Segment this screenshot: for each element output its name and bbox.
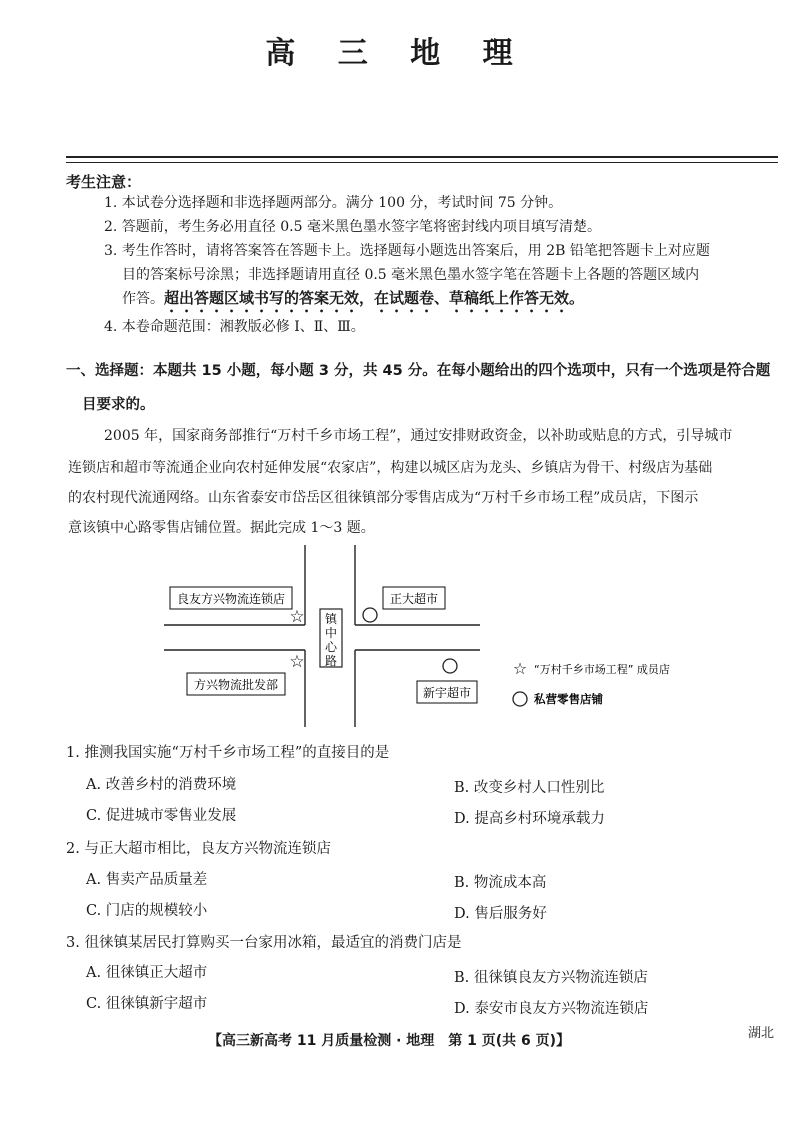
- notice-item-4: 4. 本卷命题范围：湘教版必修 Ⅰ、Ⅱ、Ⅲ。: [104, 319, 365, 335]
- legend-star-icon: ☆: [512, 659, 528, 678]
- question-3-option-b: B. 徂徕镇良友方兴物流连锁店: [454, 970, 648, 986]
- legend-private-label: 私营零售店铺: [534, 692, 603, 706]
- store-zhengda-label: 正大超市: [389, 592, 439, 606]
- question-1-option-c: C. 促进城市零售业发展: [86, 808, 237, 824]
- question-3-option-c: C. 徂徕镇新宇超市: [86, 996, 208, 1012]
- member-store-star-icon: ☆: [289, 607, 305, 627]
- region-label: 湖北: [748, 1026, 775, 1041]
- section-heading-line-1: 一、选择题：本题共 15 小题，每小题 3 分，共 45 分。在每小题给出的四个选项中，只有一个选项是符合题: [66, 363, 771, 379]
- store-liangyou-label: 良友方兴物流连锁店: [176, 592, 286, 606]
- notice-item-2: 2. 答题前，考生务必用直径 0.5 毫米黑色墨水签字笔将密封线内项目填写清楚。: [104, 219, 601, 235]
- store-pifa-label: 方兴物流批发部: [193, 678, 279, 692]
- question-3-option-d: D. 泰安市良友方兴物流连锁店: [454, 1001, 649, 1017]
- legend-member-label: “万村千乡市场工程” 成员店: [534, 663, 670, 676]
- private-store-circle-icon: [443, 659, 457, 673]
- road-label-char-3: 心: [324, 640, 338, 654]
- notice-item-3-line-2: 目的答案标号涂黑；非选择题请用直径 0.5 毫米黑色墨水签字笔在答题卡上各题的答题区域内: [122, 267, 700, 283]
- question-1-stem: 1. 推测我国实施“万村千乡市场工程”的直接目的是: [66, 745, 390, 761]
- road-label-char-2: 中: [324, 626, 338, 640]
- question-2-option-b: B. 物流成本高: [454, 875, 547, 891]
- section-heading-line-2: 目要求的。: [82, 397, 155, 413]
- road-label-char-4: 路: [324, 654, 338, 668]
- question-2-option-d: D. 售后服务好: [454, 906, 547, 922]
- question-1-option-a: A. 改善乡村的消费环境: [86, 777, 237, 793]
- store-xinyu-label: 新宇超市: [422, 686, 472, 700]
- header-rule: [66, 156, 778, 158]
- passage-line-1: 2005 年，国家商务部推行“万村千乡市场工程”，通过安排财政资金，以补助或贴息的方式，引导城市: [104, 428, 733, 444]
- question-3-option-a: A. 徂徕镇正大超市: [86, 965, 208, 981]
- legend-circle-icon: [513, 692, 527, 706]
- notice-item-3-line-1: 3. 考生作答时，请将答案答在答题卡上。选择题每小题选出答案后，用 2B 铅笔把答题卡上对应题: [104, 243, 710, 259]
- street-map: [150, 545, 670, 735]
- notice-item-3-line-3: [122, 288, 584, 316]
- question-2-option-c: C. 门店的规模较小: [86, 903, 208, 919]
- page-footer: 【高三新高考 11 月质量检测 · 地理 第 1 页(共 6 页)】: [208, 1033, 571, 1049]
- passage-line-2: 连锁店和超市等流通企业向农村延伸发展“农家店”，构建以城区店为龙头、乡镇店为骨干、村级店为基础: [68, 460, 713, 476]
- passage-line-4: 意该镇中心路零售店铺位置。据此完成 1～3 题。: [68, 520, 375, 536]
- question-1-option-b: B. 改变乡村人口性别比: [454, 780, 605, 796]
- private-store-circle-icon: [363, 608, 377, 622]
- page-title: 高 三 地 理: [265, 36, 529, 71]
- question-2-option-a: A. 售卖产品质量差: [86, 872, 208, 888]
- question-3-stem: 3. 徂徕镇某居民打算购买一台家用冰箱，最适宜的消费门店是: [66, 935, 462, 951]
- passage-line-3: 的农村现代流通网络。山东省泰安市岱岳区徂徕镇部分零售店成为“万村千乡市场工程”成员店，下图示: [68, 490, 699, 506]
- member-store-star-icon: ☆: [289, 652, 305, 672]
- notice-emphasis: 超出答题区域书写的答案无效，在试题卷、草稿纸上作答无效。: [164, 289, 585, 307]
- notice-item-3-prefix: 作答。: [122, 291, 164, 307]
- road-label-char-1: 镇: [324, 612, 338, 626]
- notice-heading: 考生注意：: [66, 173, 142, 191]
- header-rule-thin: [66, 162, 778, 163]
- question-1-option-d: D. 提高乡村环境承载力: [454, 811, 605, 827]
- question-2-stem: 2. 与正大超市相比，良友方兴物流连锁店: [66, 841, 331, 857]
- notice-item-1: 1. 本试卷分选择题和非选择题两部分。满分 100 分，考试时间 75 分钟。: [104, 195, 563, 211]
